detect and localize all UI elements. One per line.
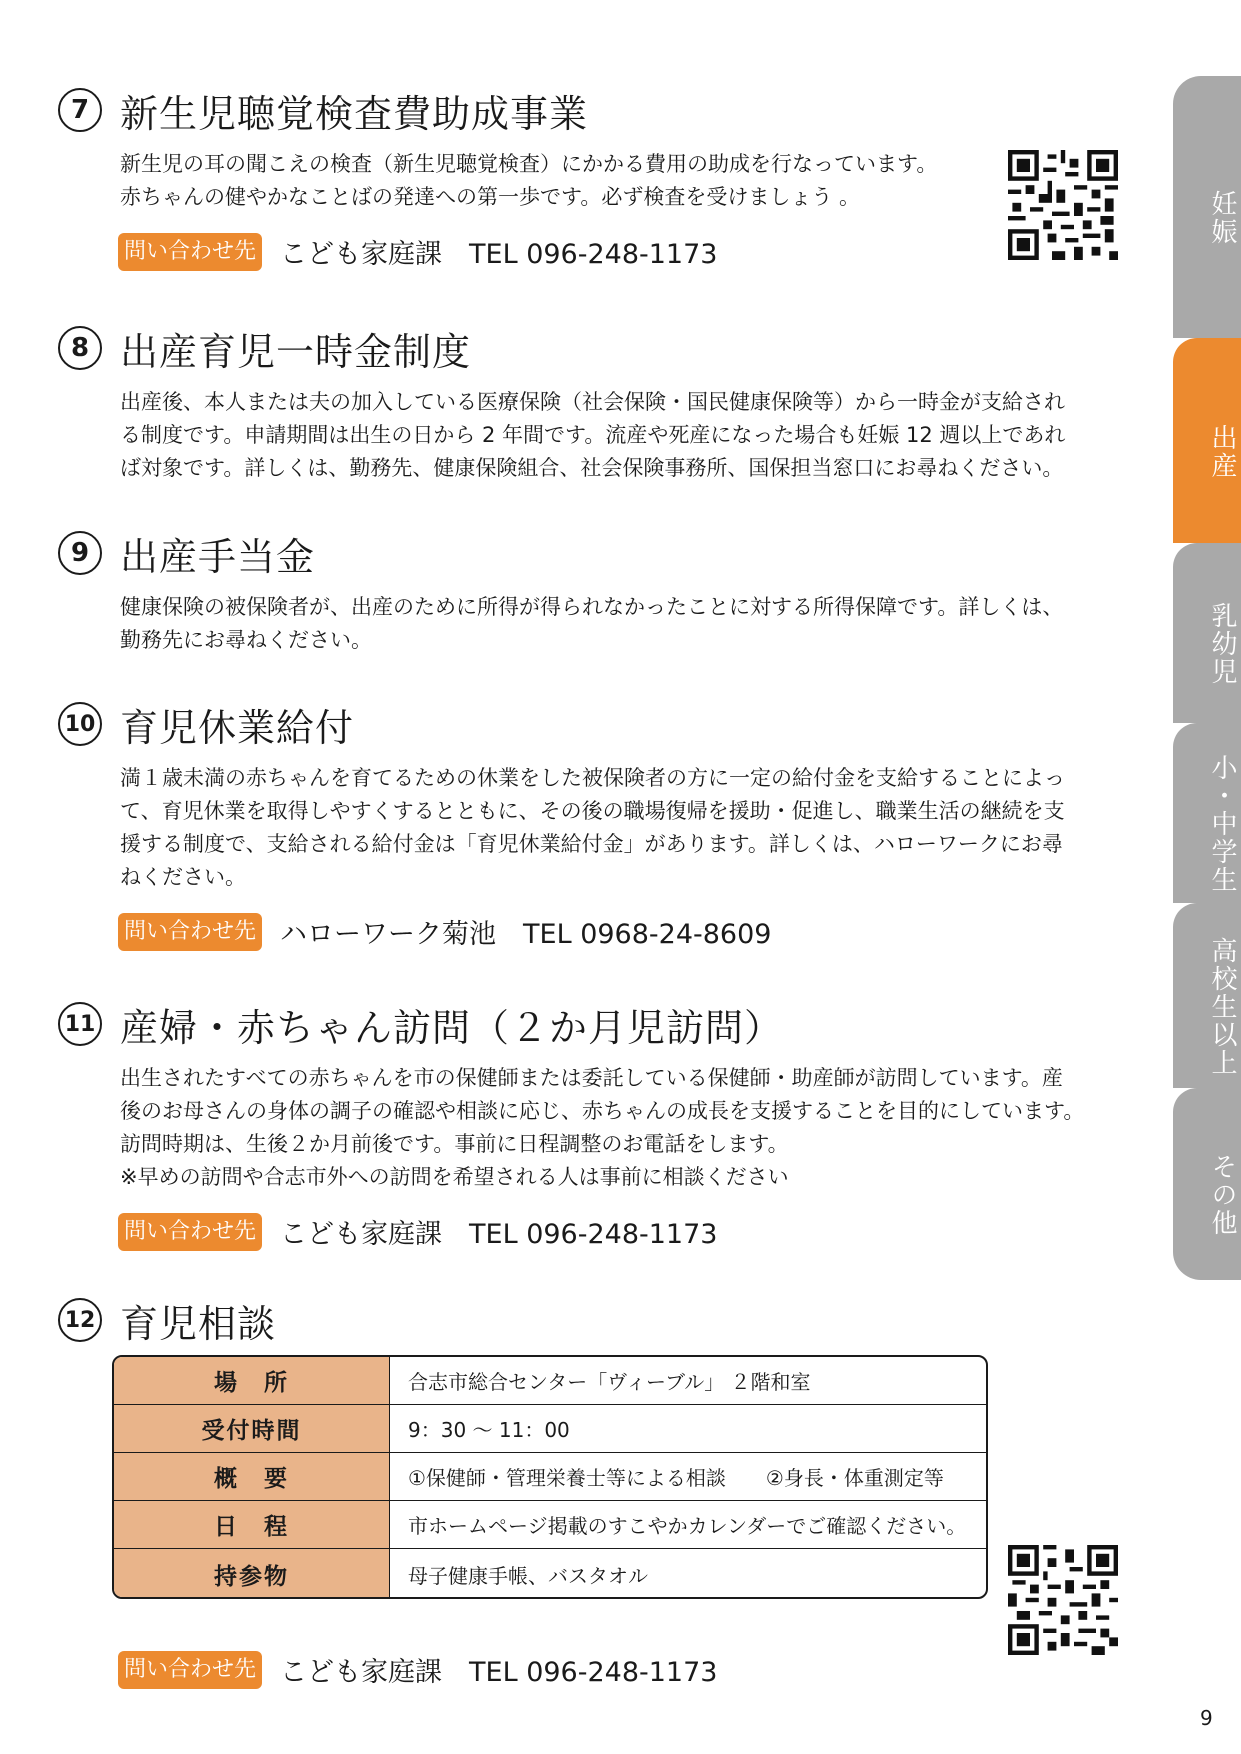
contact-row	[118, 1650, 717, 1689]
body-line: 新生児の耳の聞こえの検査（新生児聴覚検査）にかかる費用の助成を行なっています。	[120, 152, 938, 176]
body-line: る制度です。申請期間は出生の日から 2 年間です。流産や死産になった場合も妊娠 12 週以上であれ	[120, 423, 1066, 447]
section-heading	[58, 80, 1158, 140]
body-line: 訪問時期は、生後２か月前後です。事前に日程調整のお電話をします。	[120, 1132, 789, 1156]
tab-birth[interactable]: 出産	[1173, 338, 1241, 543]
table-row	[114, 1357, 986, 1405]
table-row	[114, 1501, 986, 1549]
section-title: 産婦・赤ちゃん訪問（２か月児訪問）	[120, 1005, 784, 1050]
body-line: 健康保険の被保険者が、出産のために所得が得られなかったことに対する所得保障です。詳しくは、	[120, 595, 1064, 619]
table-row	[114, 1405, 986, 1453]
section-maternity-allowance	[58, 523, 1158, 657]
table-row-header: 持参物	[114, 1549, 390, 1599]
contact-row	[118, 912, 1158, 951]
table-row-value: 母子健康手帳、バスタオル	[408, 1563, 648, 1588]
contact-badge: 問い合わせ先	[118, 913, 262, 951]
body-line: 勤務先にお尋ねください。	[120, 628, 372, 652]
body-line: 出産後、本人または夫の加入している医療保険（社会保険・国民健康保険等）から一時金が支給され	[120, 390, 1065, 414]
contact-text: こども家庭課 TEL 096-248-1173	[280, 239, 718, 270]
body-line: て、育児休業を取得しやすくするとともに、その後の職場復帰を援助・促進し、職業生活の継続を支	[120, 799, 1065, 823]
section-title: 育児休業給付	[120, 705, 355, 750]
tab-pregnancy[interactable]: 妊娠	[1173, 76, 1241, 338]
section-newborn-hearing	[58, 80, 1158, 271]
section-title: 新生児聴覚検査費助成事業	[120, 91, 589, 136]
table-row-value: 市ホームページ掲載のすこやかカレンダーでご確認ください。	[408, 1514, 967, 1538]
section-childcare-leave-benefit	[58, 694, 1158, 951]
consultation-table	[112, 1355, 988, 1599]
section-childcare-consultation	[58, 1290, 1158, 1350]
page-number: 9	[1200, 1706, 1213, 1730]
section-heading	[58, 694, 1158, 754]
section-heading	[58, 318, 1158, 378]
section-body	[120, 591, 1210, 657]
table-row-value: ①保健師・管理栄養士等による相談 ②身長・体重測定等	[408, 1466, 944, 1490]
body-line: 後のお母さんの身体の調子の確認や相談に応じ、赤ちゃんの成長を支援することを目的にしています。	[120, 1099, 1085, 1123]
section-number: 10	[58, 702, 102, 746]
section-birth-lump-sum	[58, 318, 1158, 485]
qr-code-icon[interactable]	[1008, 150, 1118, 260]
body-line: 満１歳未満の赤ちゃんを育てるための休業をした被保険者の方に一定の給付金を支給することによっ	[120, 766, 1065, 790]
table-row-header: 日 程	[114, 1501, 390, 1548]
body-line: ねください。	[120, 865, 246, 889]
section-heading	[58, 1290, 1158, 1350]
qr-code-icon[interactable]	[1008, 1545, 1118, 1655]
table-row	[114, 1549, 986, 1599]
section-number: 8	[58, 326, 102, 370]
section-number: 9	[58, 531, 102, 575]
section-heading	[58, 523, 1158, 583]
contact-badge: 問い合わせ先	[118, 1213, 262, 1251]
contact-badge: 問い合わせ先	[118, 1651, 262, 1689]
section-title: 出産手当金	[120, 534, 316, 579]
section-title: 出産育児一時金制度	[120, 329, 472, 374]
tab-other[interactable]: その他	[1173, 1088, 1241, 1280]
section-number: 12	[58, 1298, 102, 1342]
contact-row	[118, 1212, 1158, 1251]
section-title: 育児相談	[120, 1301, 277, 1346]
table-row-value: 合志市総合センター「ヴィーブル」 ２階和室	[408, 1370, 811, 1394]
contact-text: こども家庭課 TEL 096-248-1173	[280, 1219, 718, 1250]
body-line: ※早めの訪問や合志市外への訪問を希望される人は事前に相談ください	[120, 1165, 789, 1189]
table-row-value: 9：30 〜 11：00	[408, 1418, 570, 1442]
tab-high-school-and-older[interactable]: 高校生以上	[1173, 903, 1241, 1088]
section-number: 11	[58, 1002, 102, 1046]
section-body	[120, 762, 1210, 894]
table-row-header: 概 要	[114, 1453, 390, 1500]
contact-text: こども家庭課 TEL 096-248-1173	[280, 1657, 718, 1688]
body-line: 出生されたすべての赤ちゃんを市の保健師または委託している保健師・助産師が訪問しています。産	[120, 1066, 1063, 1090]
body-line: 赤ちゃんの健やかなことばの発達への第一歩です。必ず検査を受けましょう 。	[120, 185, 860, 209]
table-row-header: 受付時間	[114, 1405, 390, 1452]
contact-text: ハローワーク菊池 TEL 0968-24-8609	[280, 919, 772, 950]
contact-badge: 問い合わせ先	[118, 233, 262, 271]
contact-row	[118, 232, 1158, 271]
section-number: 7	[58, 88, 102, 132]
section-body	[120, 1062, 1210, 1194]
table-row-header: 場 所	[114, 1357, 390, 1404]
tab-elementary-junior-high[interactable]: 小・中学生	[1173, 723, 1241, 903]
section-body	[120, 386, 1210, 485]
tab-infant[interactable]: 乳幼児	[1173, 543, 1241, 723]
body-line: 援する制度で、支給される給付金は「育児休業給付金」があります。詳しくは、ハローワークにお尋	[120, 832, 1063, 856]
section-home-visit	[58, 994, 1158, 1251]
section-heading	[58, 994, 1158, 1054]
body-line: ば対象です。詳しくは、勤務先、健康保険組合、社会保険事務所、国保担当窓口にお尋ねください。	[120, 456, 1064, 480]
table-row	[114, 1453, 986, 1501]
